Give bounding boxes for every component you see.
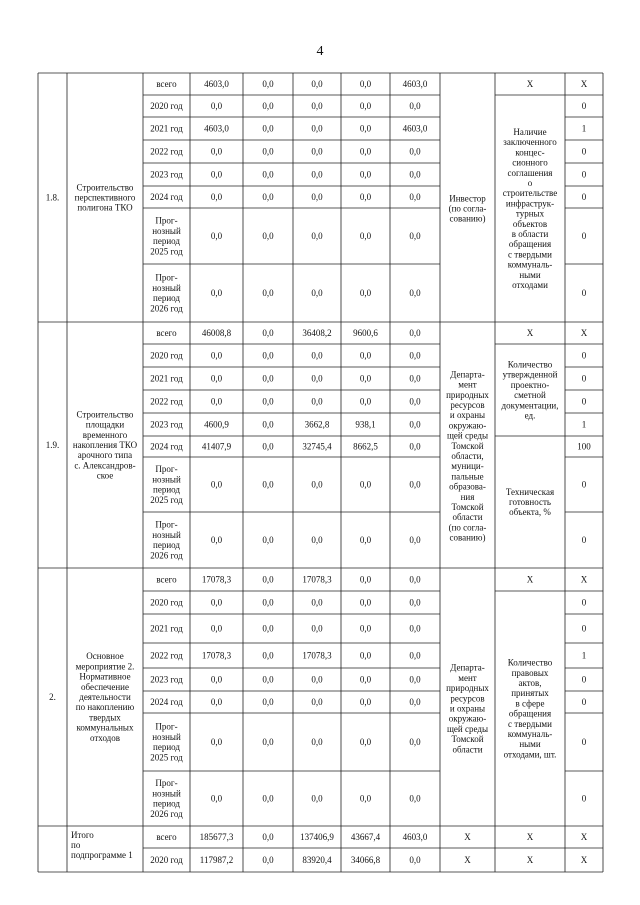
indicator-value: 0 [581,192,587,202]
value-cell: 0,0 [311,623,323,634]
indicator-value: 0 [581,697,587,707]
value-cell: 0,0 [409,288,421,298]
indicator-value: Х [580,855,588,865]
value-cell: 0,0 [311,535,323,545]
value-cell: 0,0 [210,793,223,804]
value-cell: 0,0 [262,288,274,298]
indicator-value: 0 [581,350,587,361]
value-cell: 0,0 [210,231,223,241]
value-cell: 0,0 [409,441,421,452]
value-cell: 0,0 [311,350,323,361]
value-cell: 36408,2 [302,328,332,338]
year-label: 2020 год [150,101,183,111]
value-cell: 0,0 [359,396,372,407]
year-label: 2024 год [150,441,183,452]
value-cell: 0,0 [311,373,323,384]
value-cell: 0,0 [210,101,223,111]
value-cell: 4600,9 [204,419,229,430]
value-cell: 0,0 [311,101,323,111]
value-cell: 41407,9 [201,441,232,452]
value-cell: 0,0 [409,419,421,430]
value-cell: 0,0 [210,373,223,384]
value-cell: 4603,0 [204,79,229,89]
value-cell: 0,0 [359,101,372,111]
section-number: 1.9. [45,440,60,450]
value-cell: 0,0 [409,479,421,490]
indicator-value: 0 [581,396,587,407]
value-cell: 0,0 [359,597,372,608]
value-cell: 0,0 [210,169,223,180]
year-label: Прог-нозный период 2025 год [150,464,183,505]
value-cell: 0,0 [210,623,223,634]
value-cell: 0,0 [262,597,274,608]
value-cell: 0,0 [210,697,223,707]
indicator-value: Х [580,832,588,842]
indicator-value: 0 [581,479,587,490]
value-cell: 0,0 [359,650,372,661]
indicator-value: 1 [581,419,587,430]
value-cell: 0,0 [409,328,421,338]
value-cell: 0,0 [409,396,421,407]
value-cell: 0,0 [359,535,372,545]
value-cell: 0,0 [311,737,323,747]
value-cell: 0,0 [262,101,274,111]
value-cell: 0,0 [210,479,223,490]
responsible-mark: Х [464,832,471,842]
value-cell: 0,0 [359,231,372,241]
value-cell: 0,0 [409,793,421,804]
value-cell: 17078,3 [201,650,232,661]
indicator-value: 100 [577,441,591,452]
value-cell: 0,0 [262,793,274,804]
year-label: всего [156,832,177,842]
value-cell: 17078,3 [302,650,332,661]
value-cell: 0,0 [262,396,274,407]
indicator-value: 0 [581,288,587,298]
value-cell: 938,1 [355,419,376,430]
year-label: 2020 год [150,597,183,608]
indicator-total-mark: Х [526,79,534,89]
value-cell: 4603,0 [402,832,428,842]
value-cell: 17078,3 [302,574,332,585]
value-cell: 0,0 [210,146,223,157]
indicator-value: 0 [581,793,587,804]
value-cell: 0,0 [409,231,421,241]
value-cell: 0,0 [311,123,323,134]
value-cell: 0,0 [409,674,421,685]
year-label: 2023 год [150,169,183,180]
value-cell: 0,0 [262,535,274,545]
indicator-value: 1 [581,650,587,661]
value-cell: 0,0 [409,855,421,865]
indicator-value: 0 [581,231,587,241]
indicator-name: Количество утвержденной проектно-сметной документации, ед. [501,359,559,421]
value-cell: 0,0 [359,574,372,585]
year-label: 2021 год [150,623,183,634]
indicator-value: 0 [581,737,587,747]
indicator-name-2: Техническая готовность объекта, % [505,486,555,518]
responsible-mark: Х [464,855,471,865]
year-label: 2023 год [150,419,183,430]
section-name: Строительство площадки временного накопления ТКО арочного типа с. Александров-ское [72,409,138,481]
year-label: 2022 год [150,396,183,407]
value-cell: 0,0 [359,146,372,157]
value-cell: 0,0 [359,350,372,361]
value-cell: 0,0 [359,123,372,134]
value-cell: 0,0 [409,737,421,747]
value-cell: 0,0 [359,674,372,685]
indicator-value: 0 [581,597,587,608]
year-label: 2022 год [150,146,183,157]
value-cell: 4603,0 [204,123,229,134]
total-name: Итого по подпрограмме 1 [71,829,133,861]
value-cell: 0,0 [311,146,323,157]
value-cell: 0,0 [262,697,274,707]
value-cell: 34066,8 [350,855,381,865]
value-cell: 0,0 [262,479,274,490]
year-label: 2020 год [150,855,183,865]
value-cell: 0,0 [210,192,223,202]
year-label: 2024 год [150,697,183,707]
year-label: всего [156,328,177,338]
value-cell: 0,0 [409,623,421,634]
value-cell: 43667,4 [350,832,381,842]
value-cell: 0,0 [311,597,323,608]
year-label: 2020 год [150,350,183,361]
year-label: 2024 год [150,192,183,202]
responsible-executor: Департа-мент природных ресурсов и охраны окружаю-щей среды Томской области [446,662,489,755]
value-cell: 117987,2 [199,855,234,865]
value-cell: 0,0 [409,169,421,180]
indicator-value: 0 [581,674,587,685]
value-cell: 0,0 [409,597,421,608]
value-cell: 0,0 [359,737,372,747]
value-cell: 4603,0 [402,79,428,89]
section-name: Основное мероприятие 2. Нормативное обеспечение деятельности по накоплению твердых коммунальных отходов [75,651,135,743]
year-label: 2023 год [150,674,183,685]
value-cell: 0,0 [409,146,421,157]
value-cell: 0,0 [311,697,323,707]
indicator-name: Наличие заключенного концес-сионного соглашения о строительстве инфраструк-турных объектов в области обращения с твердыми коммуналь-ными отходами [502,127,558,290]
value-cell: 0,0 [262,832,274,842]
value-cell: 0,0 [262,623,274,634]
value-cell: 0,0 [210,396,223,407]
value-cell: 0,0 [262,574,274,585]
indicator-value: 0 [581,169,587,180]
value-cell: 46008,8 [201,328,232,338]
value-cell: 0,0 [262,231,274,241]
value-cell: 0,0 [359,79,372,89]
year-label: 2022 год [150,650,183,661]
value-cell: 0,0 [409,574,421,585]
value-cell: 0,0 [262,350,274,361]
value-cell: 0,0 [359,793,372,804]
value-cell: 0,0 [262,169,274,180]
indicator-total-mark: Х [526,328,534,338]
value-cell: 17078,3 [201,574,232,585]
responsible-executor: Департа-мент природных ресурсов и охраны окружаю-щей среды Томской области, муници-пальные образова-ния Томской области (по согла-сованию) [446,369,489,543]
indicator-name-mark: Х [526,832,534,842]
year-label: Прог-нозный период 2025 год [150,215,183,257]
value-cell: 32745,4 [302,441,332,452]
indicator-name-mark: Х [526,855,534,865]
year-label: Прог-нозный период 2026 год [150,519,183,561]
value-cell: 0,0 [262,419,274,430]
value-cell: 8662,5 [353,441,378,452]
indicator-value: 0 [581,623,587,634]
value-cell: 0,0 [210,535,223,545]
value-cell: 0,0 [359,479,372,490]
value-cell: 83920,4 [302,855,332,865]
value-cell: 0,0 [359,169,372,180]
value-cell: 0,0 [210,674,223,685]
value-cell: 185677,3 [199,832,234,842]
value-cell: 0,0 [409,373,421,384]
value-cell: 0,0 [359,373,372,384]
indicator-value: Х [580,574,588,585]
value-cell: 0,0 [311,192,323,202]
indicator-value: 0 [581,535,587,545]
year-label: всего [156,79,177,89]
indicator-value: Х [580,79,588,89]
value-cell: 0,0 [311,231,323,241]
section-number: 2. [49,692,56,702]
year-label: Прог-нозный период 2025 год [150,721,183,763]
value-cell: 0,0 [262,192,274,202]
value-cell: 0,0 [262,79,274,89]
value-cell: 0,0 [409,192,421,202]
year-label: всего [156,574,177,585]
value-cell: 0,0 [409,535,421,545]
value-cell: 137406,9 [300,832,334,842]
responsible-executor: Инвестор (по согла-сованию) [448,193,487,224]
value-cell: 0,0 [359,192,372,202]
value-cell: 0,0 [210,288,223,298]
value-cell: 0,0 [210,350,223,361]
value-cell: 0,0 [311,479,323,490]
value-cell: 0,0 [262,373,274,384]
value-cell: 4603,0 [402,123,428,134]
section-number: 1.8. [45,192,60,203]
value-cell: 0,0 [359,623,372,634]
value-cell: 0,0 [262,855,274,865]
value-cell: 0,0 [311,674,323,685]
value-cell: 0,0 [262,650,274,661]
indicator-value: 0 [581,373,587,384]
year-label: Прог-нозный период 2026 год [150,778,183,819]
year-label: Прог-нозный период 2026 год [150,272,183,314]
value-cell: 0,0 [409,350,421,361]
value-cell: 0,0 [409,101,421,111]
value-cell: 0,0 [262,146,274,157]
indicator-value: Х [580,328,588,338]
value-cell: 0,0 [262,441,274,452]
value-cell: 0,0 [262,123,274,134]
page-number: 4 [316,44,324,59]
value-cell: 0,0 [262,328,274,338]
value-cell: 0,0 [311,793,323,804]
indicator-total-mark: Х [526,574,534,585]
value-cell: 0,0 [359,288,372,298]
section-name: Строительство перспективного полигона ТКО [74,182,136,213]
value-cell: 0,0 [409,650,421,661]
value-cell: 0,0 [210,737,223,747]
value-cell: 0,0 [311,288,323,298]
value-cell: 0,0 [311,169,323,180]
year-label: 2021 год [150,373,183,384]
value-cell: 0,0 [262,674,274,685]
value-cell: 0,0 [262,737,274,747]
value-cell: 3662,8 [304,419,330,430]
value-cell: 0,0 [210,597,223,608]
value-cell: 9600,6 [353,328,378,338]
indicator-value: 0 [581,146,587,157]
year-label: 2021 год [150,123,183,134]
indicator-name: Количество правовых актов, принятых в сфере обращения с твердыми коммуналь-ными отходами, шт. [503,657,557,760]
indicator-value: 0 [581,101,587,111]
value-cell: 0,0 [311,396,323,407]
value-cell: 0,0 [311,79,323,89]
indicator-value: 1 [581,123,587,134]
value-cell: 0,0 [359,697,372,707]
value-cell: 0,0 [409,697,421,707]
